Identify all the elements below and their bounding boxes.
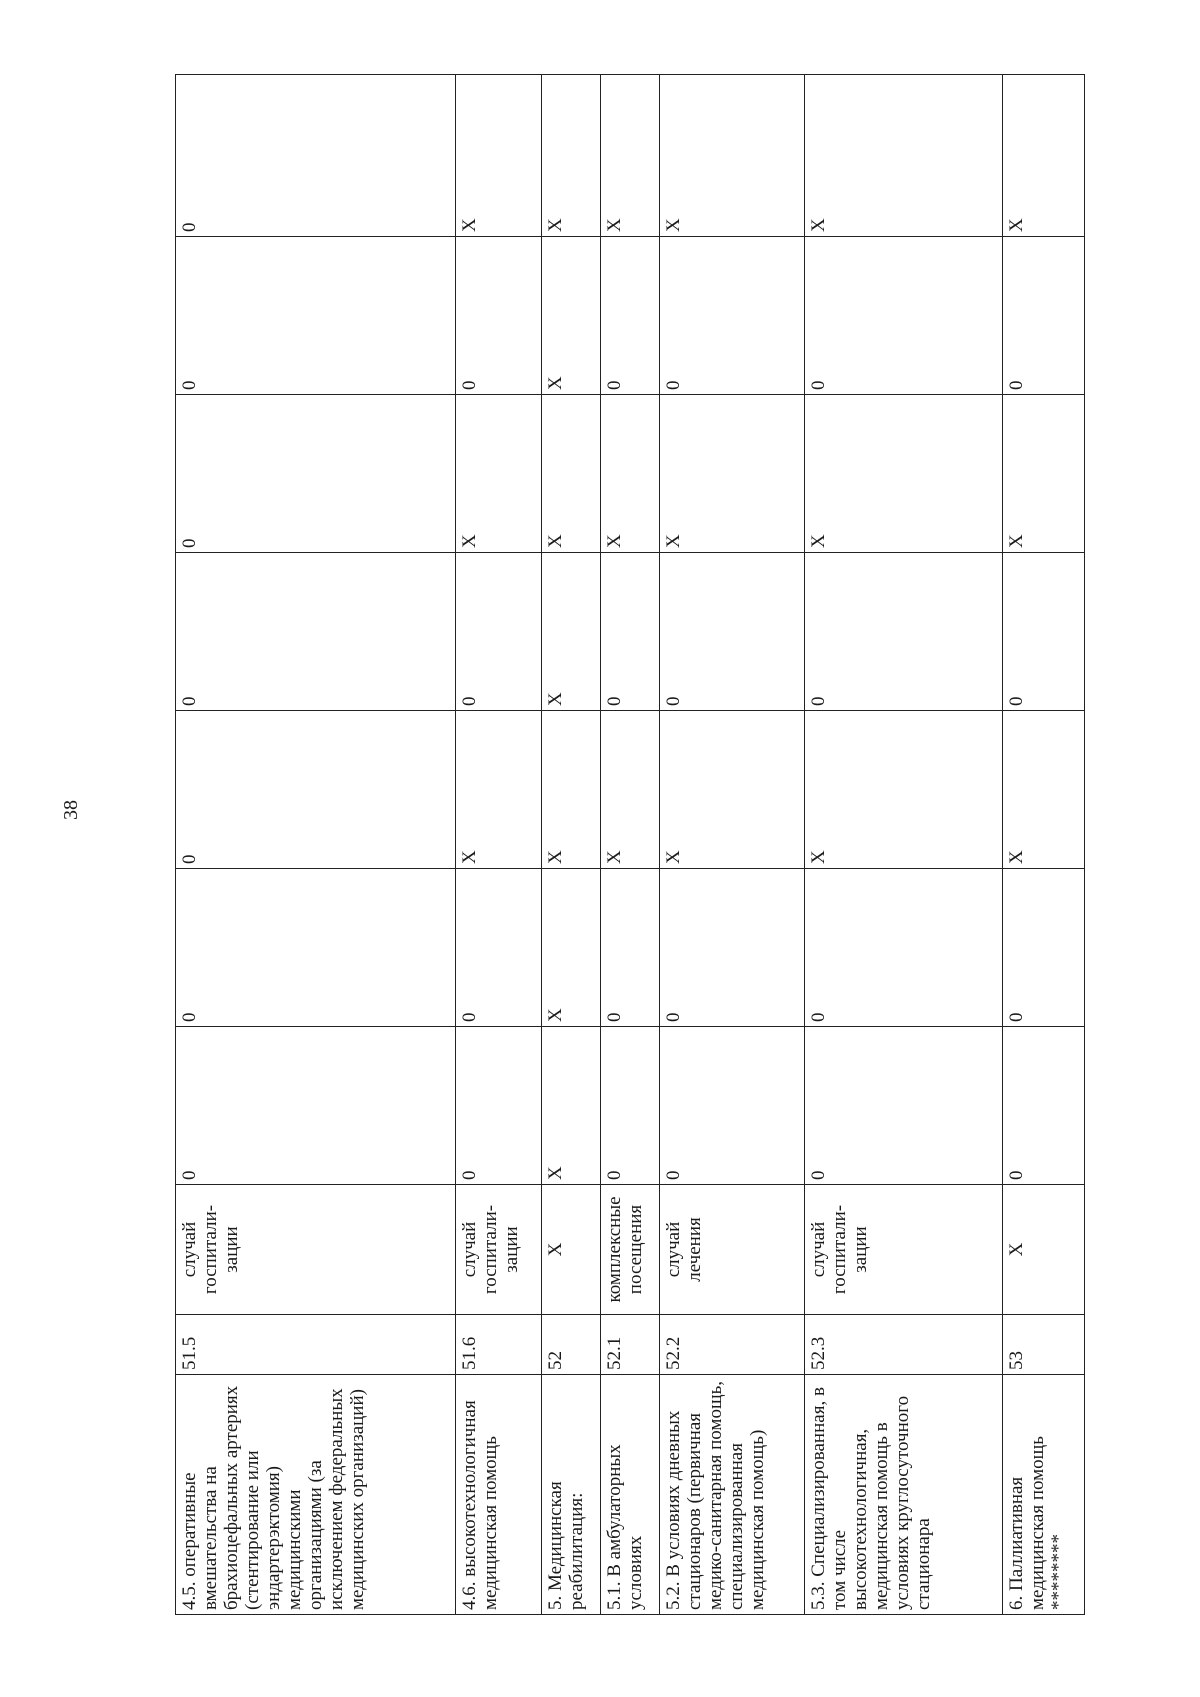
row-name: 4.6. высокотехнологичная медицинская помощь — [455, 1375, 541, 1615]
row-value: 0 — [455, 237, 541, 395]
row-value: X — [1002, 75, 1084, 237]
table-row — [541, 75, 600, 1615]
table-row — [455, 75, 541, 1615]
row-value: 0 — [1002, 553, 1084, 711]
row-value: X — [805, 395, 1003, 553]
row-unit: случай госпитали-зации — [455, 1185, 541, 1315]
row-value: 0 — [1002, 237, 1084, 395]
row-value: 0 — [176, 1027, 456, 1185]
row-name: 5.3. Специализированная, в том числе высокотехнологичная, медицинская помощь в условиях круглосуточного стационара — [805, 1375, 1003, 1615]
row-value: X — [541, 75, 600, 237]
row-unit: случай госпитали-зации — [176, 1185, 456, 1315]
row-value: 0 — [455, 869, 541, 1027]
page-number: 38 — [60, 800, 82, 820]
row-value: X — [541, 237, 600, 395]
row-value: 0 — [176, 711, 456, 869]
row-code: 53 — [1002, 1315, 1084, 1375]
row-name: 6. Паллиативная медицинская помощь ******** — [1002, 1375, 1084, 1615]
table-row — [1002, 75, 1084, 1615]
table-row — [600, 75, 659, 1615]
row-value: 0 — [600, 553, 659, 711]
row-value: X — [600, 711, 659, 869]
row-name: 5.2. В условиях дневных стационаров (первичная медико-санитарная помощь, специализированная медицинская помощь) — [660, 1375, 805, 1615]
row-code: 52.2 — [660, 1315, 805, 1375]
row-name: 4.5. оперативные вмешательства на брахиоцефальных артериях (стентирование или эндартерэктомия) медицинскими организациями (за исключением федеральных медицинских организаций) — [176, 1375, 456, 1615]
row-value: X — [455, 711, 541, 869]
row-value: 0 — [455, 1027, 541, 1185]
table-row — [805, 75, 1003, 1615]
row-code: 51.6 — [455, 1315, 541, 1375]
row-value: 0 — [176, 75, 456, 237]
row-value: 0 — [805, 869, 1003, 1027]
table-row — [660, 75, 805, 1615]
row-unit: X — [1002, 1185, 1084, 1315]
row-value: 0 — [660, 869, 805, 1027]
row-value: 0 — [805, 553, 1003, 711]
row-code: 52 — [541, 1315, 600, 1375]
row-value: X — [660, 711, 805, 869]
row-name: 5. Медицинская реабилитация: — [541, 1375, 600, 1615]
row-value: 0 — [1002, 1027, 1084, 1185]
row-value: 0 — [1002, 869, 1084, 1027]
row-value: X — [1002, 395, 1084, 553]
row-value: 0 — [600, 869, 659, 1027]
rotated-table-container — [175, 75, 1085, 1615]
row-value: X — [805, 711, 1003, 869]
row-value: X — [541, 1027, 600, 1185]
row-value: X — [1002, 711, 1084, 869]
row-unit: случай госпитали-зации — [805, 1185, 1003, 1315]
row-value: 0 — [176, 553, 456, 711]
row-value: X — [805, 75, 1003, 237]
row-value: 0 — [660, 237, 805, 395]
row-unit: X — [541, 1185, 600, 1315]
table-row — [176, 75, 456, 1615]
row-value: 0 — [805, 1027, 1003, 1185]
row-value: X — [660, 75, 805, 237]
row-value: 0 — [660, 553, 805, 711]
row-value: 0 — [660, 1027, 805, 1185]
row-unit: комплексные посещения — [600, 1185, 659, 1315]
row-value: 0 — [176, 869, 456, 1027]
row-value: X — [455, 75, 541, 237]
row-unit: случай лечения — [660, 1185, 805, 1315]
row-value: 0 — [176, 395, 456, 553]
row-value: X — [660, 395, 805, 553]
row-value: 0 — [805, 237, 1003, 395]
row-value: 0 — [600, 237, 659, 395]
row-code: 52.3 — [805, 1315, 1003, 1375]
row-value: X — [541, 711, 600, 869]
row-code: 51.5 — [176, 1315, 456, 1375]
row-value: X — [541, 869, 600, 1027]
row-value: 0 — [176, 237, 456, 395]
norms-table — [175, 74, 1085, 1615]
row-value: 0 — [455, 553, 541, 711]
row-value: X — [455, 395, 541, 553]
row-code: 52.1 — [600, 1315, 659, 1375]
row-value: X — [541, 553, 600, 711]
row-value: X — [600, 395, 659, 553]
row-value: X — [600, 75, 659, 237]
row-name: 5.1. В амбулаторных условиях — [600, 1375, 659, 1615]
row-value: X — [541, 395, 600, 553]
row-value: 0 — [600, 1027, 659, 1185]
